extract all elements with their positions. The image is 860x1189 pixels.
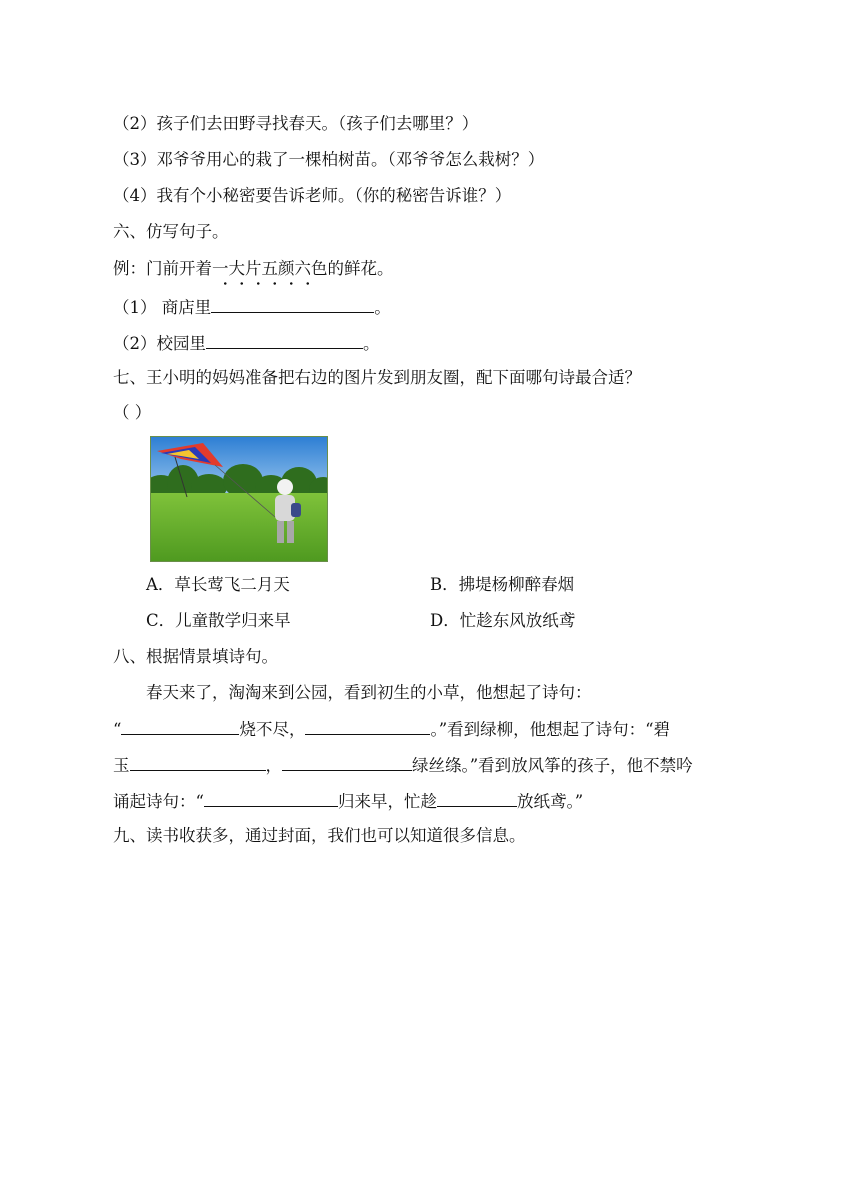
poem-blank[interactable]	[204, 789, 338, 807]
q6-item-2: （2）校园里 。	[113, 331, 380, 355]
option-d[interactable]: D．忙趁东风放纸鸢	[430, 611, 576, 630]
q5-item-4: （4）我有个小秘密要告诉老师。（你的秘密告诉谁？）	[113, 186, 512, 205]
option-c[interactable]: C．儿童散学归来早	[146, 611, 291, 630]
poem-blank[interactable]	[121, 717, 239, 735]
answer-blank[interactable]	[206, 331, 363, 349]
q6-example	[113, 258, 394, 280]
item-1-label: （1） 商店里	[113, 298, 212, 317]
item-2-label: （2）校园里	[113, 334, 206, 353]
q8-line-3: 玉 ， 绿丝绦。”看到放风筝的孩子，他不禁吟	[113, 753, 693, 777]
q6-heading: 六、仿写句子。	[113, 222, 229, 241]
option-a[interactable]: A．草长莺飞二月天	[146, 575, 290, 594]
q8-line-4: 诵起诗句：“ 归来早，忙趁 放纸鸢。”	[113, 789, 583, 813]
q8-line-2: “ 烧不尽， 。”看到绿柳，他想起了诗句：“碧	[113, 717, 670, 741]
q8-intro: 春天来了，淘淘来到公园，看到初生的小草，他想起了诗句：	[146, 683, 592, 702]
example-emphasis: 一大片五颜六色	[212, 259, 328, 278]
example-prefix: 例：门前开着	[113, 259, 212, 278]
q5-item-3: （3）邓爷爷用心的栽了一棵柏树苗。（邓爷爷怎么栽树？）	[113, 150, 545, 169]
kite-photo	[150, 436, 328, 562]
answer-blank[interactable]	[211, 295, 374, 313]
q7-heading: 七、王小明的妈妈准备把右边的图片发到朋友圈，配下面哪句诗最合适？	[113, 368, 641, 387]
example-suffix: 的鲜花。	[327, 259, 394, 278]
q6-item-1: （1） 商店里 。	[113, 295, 391, 319]
q9-heading: 九、读书收获多，通过封面，我们也可以知道很多信息。	[113, 826, 526, 845]
poem-blank[interactable]	[437, 789, 517, 807]
q8-heading: 八、根据情景填诗句。	[113, 647, 278, 666]
poem-blank[interactable]	[130, 753, 266, 771]
q5-item-2: （2）孩子们去田野寻找春天。（孩子们去哪里？）	[113, 114, 479, 133]
poem-blank[interactable]	[305, 717, 430, 735]
q7-answer-paren[interactable]: （ ）	[113, 403, 152, 422]
poem-blank[interactable]	[282, 753, 412, 771]
option-b[interactable]: B．拂堤杨柳醉春烟	[430, 575, 575, 594]
